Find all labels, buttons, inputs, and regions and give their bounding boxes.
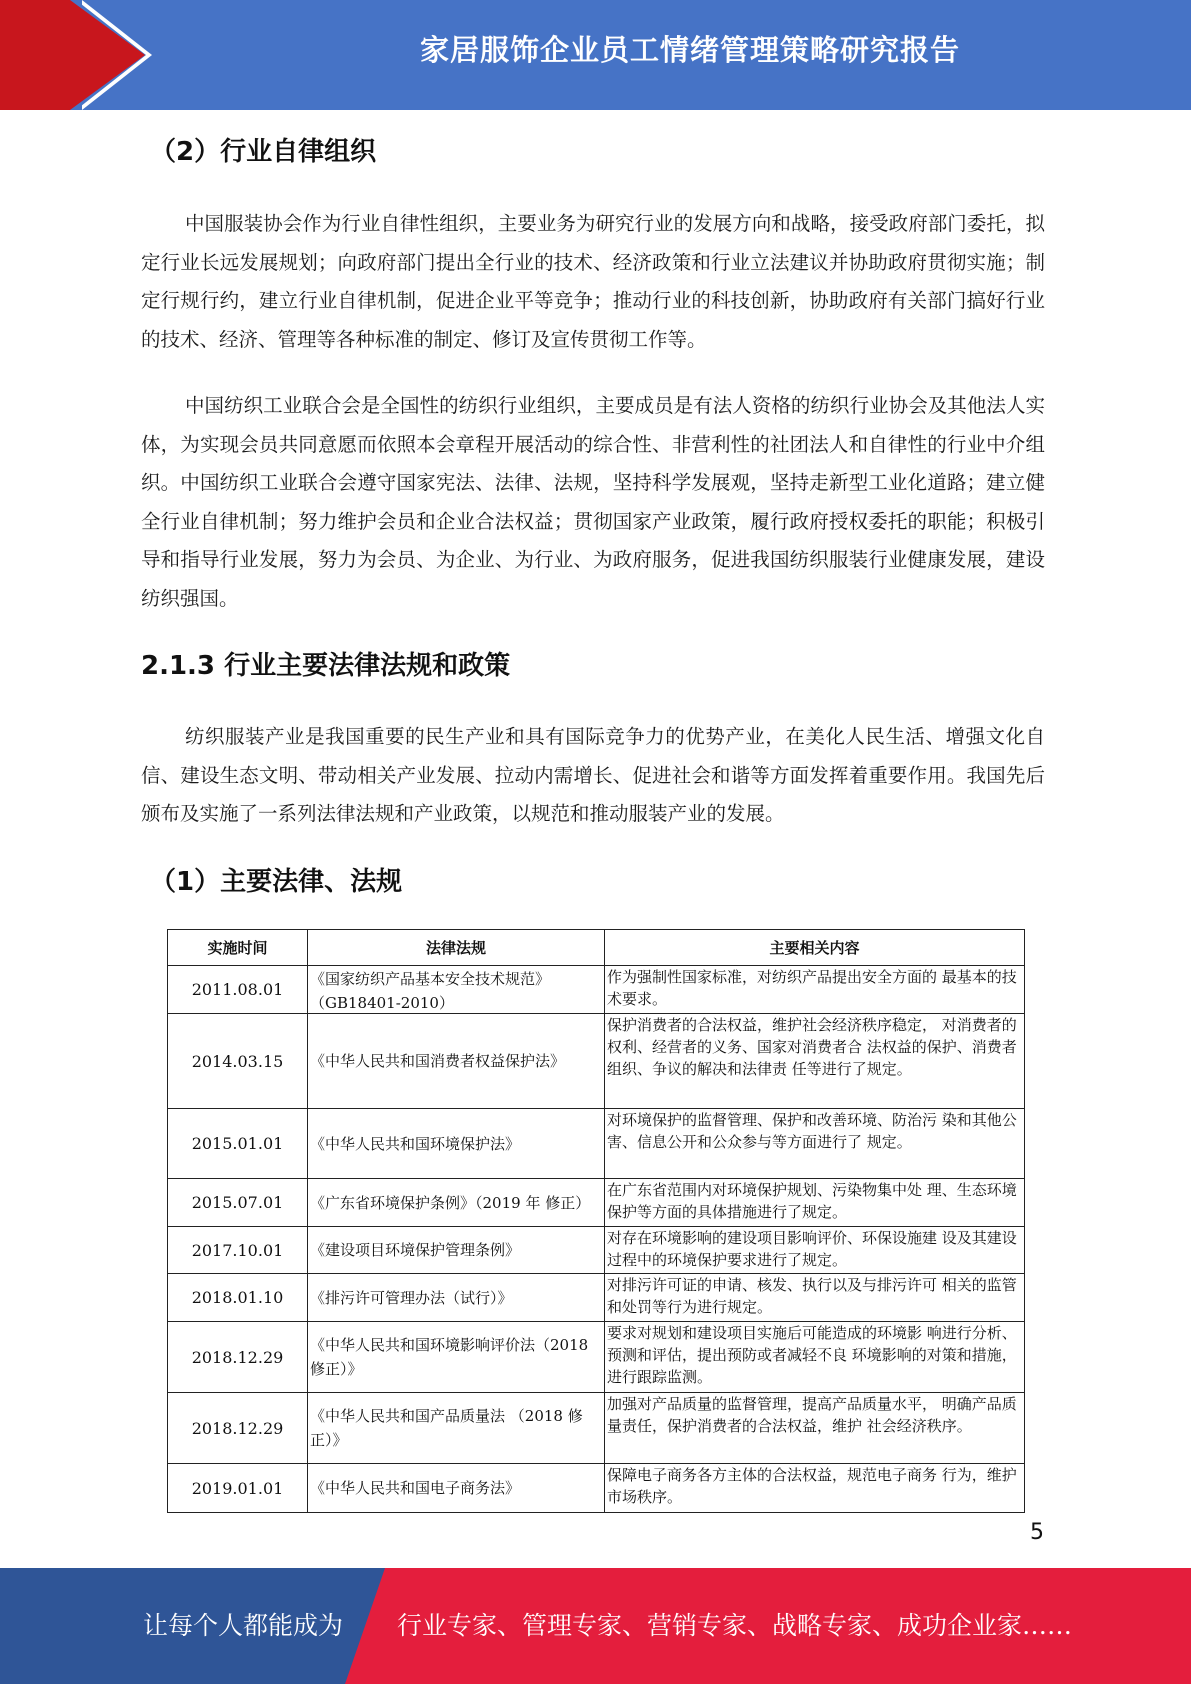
- table-row: [168, 1109, 1025, 1179]
- cell-law: 《中华人民共和国消费者权益保护法》: [308, 1014, 605, 1109]
- cell-date: 2015.01.01: [168, 1109, 308, 1179]
- table-row: [168, 1227, 1025, 1274]
- cell-content: 对环境保护的监督管理、保护和改善环境、防治污 染和其他公害、信息公开和公众参与等方面进行了 规定。: [605, 1109, 1025, 1179]
- page-header: [0, 0, 1191, 110]
- cell-law: 《中华人民共和国环境影响评价法（2018 修正）》: [308, 1322, 605, 1393]
- section-heading: 2.1.3 行业主要法律法规和政策: [141, 651, 511, 681]
- cell-date: 2011.08.01: [168, 966, 308, 1014]
- cell-content: 保障电子商务各方主体的合法权益，规范电子商务 行为，维护市场秩序。: [605, 1464, 1025, 1513]
- table-row: [168, 1464, 1025, 1513]
- table-row: [168, 1179, 1025, 1227]
- cell-content: 作为强制性国家标准，对纺织产品提出安全方面的 最基本的技术要求。: [605, 966, 1025, 1014]
- cell-date: 2019.01.01: [168, 1464, 308, 1513]
- table-header-row: [168, 930, 1025, 966]
- paragraph-industry-overview: 纺织服装产业是我国重要的民生产业和具有国际竞争力的优势产业，在美化人民生活、增强文化自信、建设生态文明、带动相关产业发展、拉动内需增长、促进社会和谐等方面发挥着重要作用。我国先后颁布及实施了一系列法律法规和产业政策，以规范和推动服装产业的发展。: [141, 725, 1045, 825]
- cell-law-text: 《国家纺织产品基本安全技术规范》（GB18401-2010）: [310, 969, 551, 1012]
- heading-industry-org: （2）行业自律组织: [150, 137, 377, 167]
- cell-law: 《中华人民共和国环境保护法》: [308, 1109, 605, 1179]
- table-row: [168, 966, 1025, 1014]
- footer-slogan-right: 行业专家、管理专家、营销专家、战略专家、成功企业家……: [397, 1611, 1073, 1640]
- cell-date: 2014.03.15: [168, 1014, 308, 1109]
- cell-content: 加强对产品质量的监督管理，提高产品质量水平， 明确产品质量责任，保护消费者的合法权益，维护 社会经济秩序。: [605, 1393, 1025, 1464]
- cell-date: 2018.12.29: [168, 1322, 308, 1393]
- cell-date: 2018.12.29: [168, 1393, 308, 1464]
- header-red-block: [0, 0, 70, 110]
- cell-content: 在广东省范围内对环境保护规划、污染物集中处 理、生态环境保护等方面的具体措施进行了规定。: [605, 1179, 1025, 1227]
- footer-blue-slant: [345, 1568, 385, 1684]
- page-number: 5: [1030, 1520, 1044, 1545]
- column-header-law: 法律法规: [308, 930, 605, 966]
- page-footer: [0, 1568, 1191, 1684]
- paragraph-garment-association: 中国服装协会作为行业自律性组织，主要业务为研究行业的发展方向和战略，接受政府部门委托，拟定行业长远发展规划；向政府部门提出全行业的技术、经济政策和行业立法建议并协助政府贯彻实施；制定行规行约，建立行业自律机制，促进企业平等竞争；推动行业的科技创新，协助政府有关部门搞好行业的技术、经济、管理等各种标准的制定、修订及宣传贯彻工作等。: [141, 212, 1045, 351]
- cell-law: 《中华人民共和国电子商务法》: [308, 1464, 605, 1513]
- cell-law: 《广东省环境保护条例》（2019 年 修正）: [308, 1179, 605, 1227]
- cell-date: 2017.10.01: [168, 1227, 308, 1274]
- heading-laws: （1）主要法律、法规: [150, 867, 403, 897]
- column-header-date: 实施时间: [168, 930, 308, 966]
- cell-law: 《建设项目环境保护管理条例》: [308, 1227, 605, 1274]
- cell-content: 对排污许可证的申请、核发、执行以及与排污许可 相关的监管和处罚等行为进行规定。: [605, 1274, 1025, 1322]
- cell-law: 《中华人民共和国产品质量法 （2018 修正）》: [308, 1393, 605, 1464]
- cell-content: 保护消费者的合法权益，维护社会经济秩序稳定， 对消费者的权利、经营者的义务、国家对消费者合 法权益的保护、消费者组织、争议的解决和法律责 任等进行了规定。: [605, 1014, 1025, 1109]
- table-row: [168, 1393, 1025, 1464]
- footer-slogan-left: 让每个人都能成为: [143, 1611, 344, 1640]
- cell-date: 2018.01.10: [168, 1274, 308, 1322]
- paragraph-textile-federation: 中国纺织工业联合会是全国性的纺织行业组织，主要成员是有法人资格的纺织行业协会及其他法人实体，为实现会员共同意愿而依照本会章程开展活动的综合性、非营利性的社团法人和自律性的行业中介组织。中国纺织工业联合会遵守国家宪法、法律、法规，坚持科学发展观，坚持走新型工业化道路；建立健全行业自律机制；努力维护会员和企业合法权益；贯彻国家产业政策，履行政府授权委托的职能；积极引导和指导行业发展，努力为会员、为企业、为行业、为政府服务，促进我国纺织服装行业健康发展，建设纺织强国。: [141, 394, 1045, 610]
- cell-date: 2015.07.01: [168, 1179, 308, 1227]
- laws-table: [167, 929, 1025, 1513]
- cell-content: 要求对规划和建设项目实施后可能造成的环境影 响进行分析、预测和评估，提出预防或者减轻不良 环境影响的对策和措施，进行跟踪监测。: [605, 1322, 1025, 1393]
- table-row: [168, 1322, 1025, 1393]
- column-header-content: 主要相关内容: [605, 930, 1025, 966]
- header-red-arrow: [70, 0, 145, 110]
- cell-content: 对存在环境影响的建设项目影响评价、环保设施建 设及其建设过程中的环境保护要求进行了规定。: [605, 1227, 1025, 1274]
- cell-law: 《排污许可管理办法（试行）》: [308, 1274, 605, 1322]
- cell-law: [308, 966, 605, 1014]
- report-title: 家居服饰企业员工情绪管理策略研究报告: [419, 33, 960, 67]
- table-row: [168, 1014, 1025, 1109]
- table-row: [168, 1274, 1025, 1322]
